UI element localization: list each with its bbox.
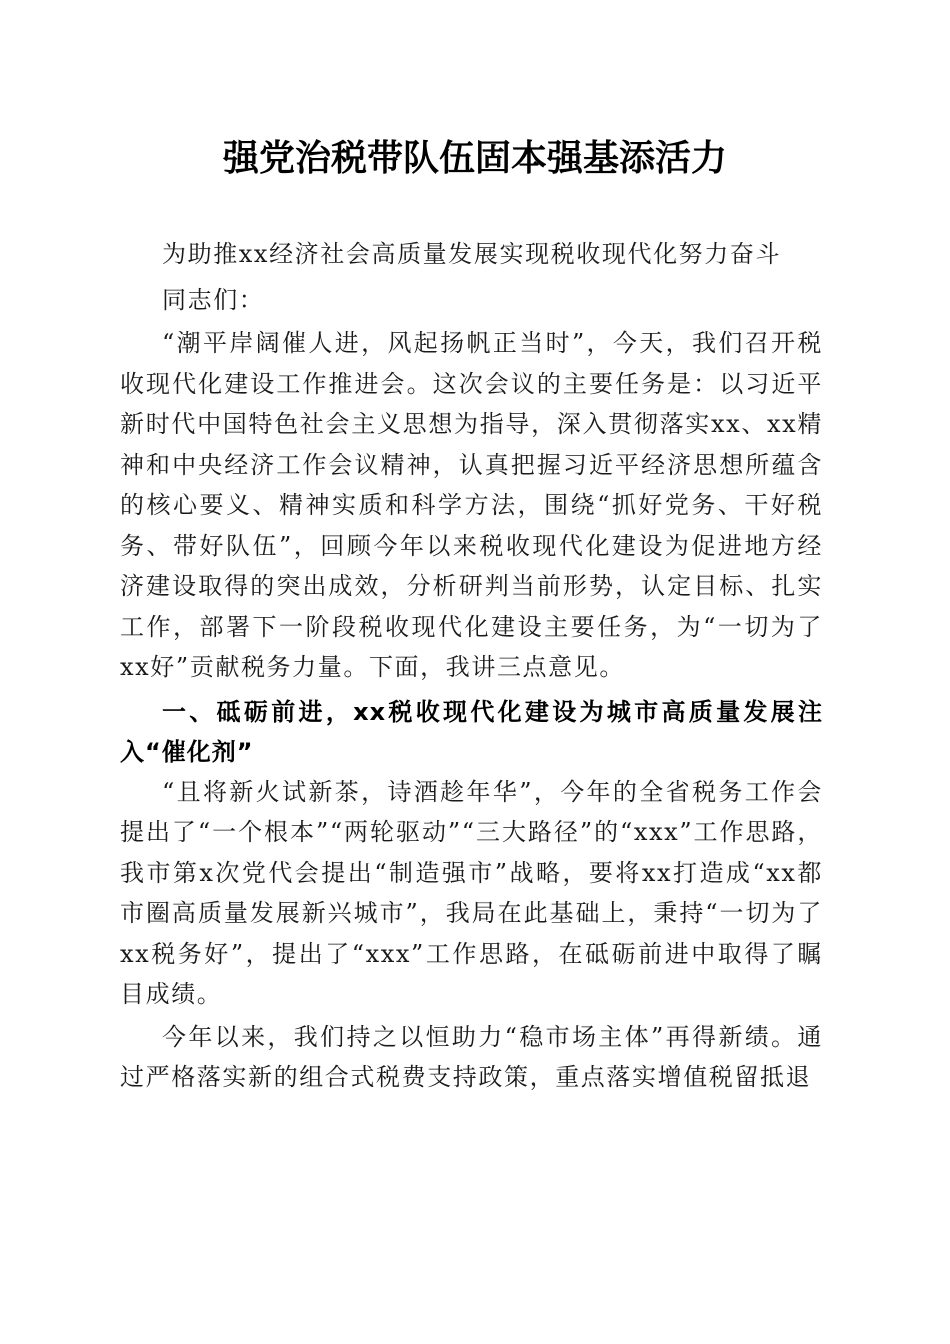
document-body — [120, 234, 823, 1098]
body-paragraph: 今年以来，我们持之以恒助力“稳市场主体”再得新绩。通过严格落实新的组合式税费支持政策，重点落实增值税留抵退 — [120, 1022, 823, 1091]
body-paragraph: “潮平岸阔催人进，风起扬帆正当时”，今天，我们召开税收现代化建设工作推进会。这次会议的主要任务是：以习近平新时代中国特色社会主义思想为指导，深入贯彻落实xx、xx精神和中央经济工作会议精神，认真把握习近平经济思想所蕴含的核心要义、精神实质和科学方法，围绕“抓好党务、干好税务、带好队伍”，回顾今年以来税收现代化建设为促进地方经济建设取得的突出成效，分析研判当前形势，认定目标、扎实工作，部署下一阶段税收现代化建设主要任务，为“一切为了xx好”贡献税务力量。下面，我讲三点意见。 — [120, 329, 823, 681]
body-paragraph: “且将新火试新茶，诗酒趁年华”，今年的全省税务工作会提出了“一个根本”“两轮驱动”“三大路径”的“xxx”工作思路，我市第x次党代会提出“制造强市”战略，要将xx打造成“xx都市圈高质量发展新兴城市”，我局在此基础上，秉持“一切为了xx税务好”，提出了“xxx”工作思路，在砥砺前进中取得了瞩目成绩。 — [120, 777, 823, 1008]
salutation: 同志们： — [162, 285, 265, 314]
section-heading: 一、砥砺前进，xx税收现代化建设为城市高质量发展注入“催化剂” — [120, 697, 823, 766]
document-title: 强党治税带队伍固本强基添活力 — [222, 137, 727, 179]
document-subtitle: 为助推xx经济社会高质量发展实现税收现代化努力奋斗 — [162, 240, 782, 268]
